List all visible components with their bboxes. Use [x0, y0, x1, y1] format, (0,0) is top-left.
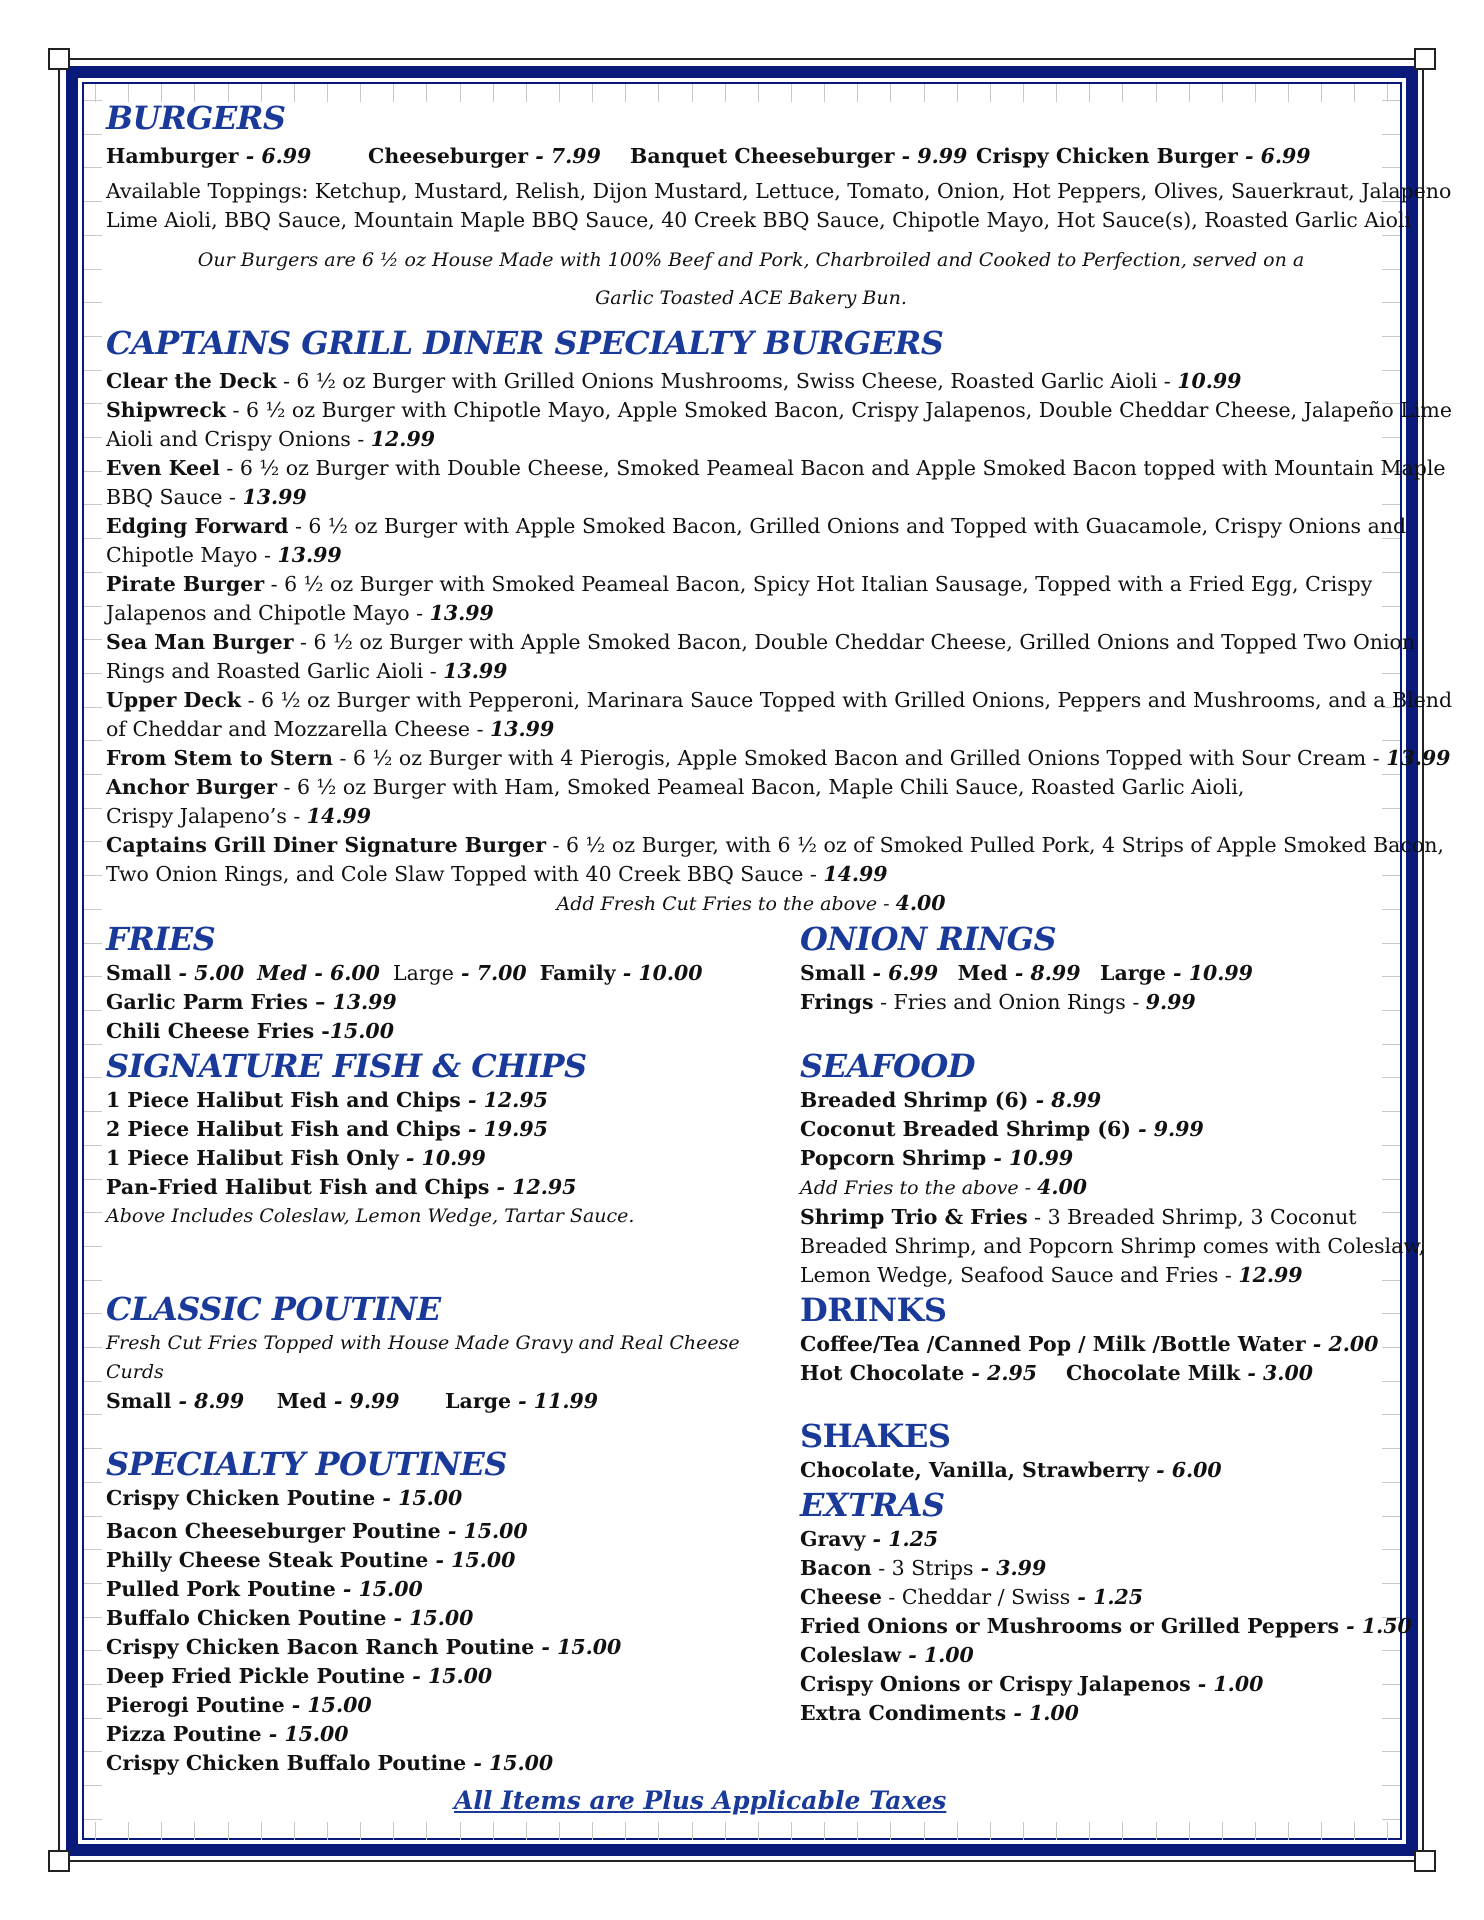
- menu-item: Bacon Cheeseburger Poutine - 15.00: [106, 1519, 528, 1543]
- corner-ornament: [48, 48, 70, 70]
- menu-item: Hamburger - 6.99: [106, 144, 312, 168]
- menu-item: Coconut Breaded Shrimp (6) - 9.99: [800, 1117, 1204, 1141]
- menu-item: Crispy Chicken Buffalo Poutine - 15.00: [106, 1751, 554, 1775]
- section-title-seafood: SEAFOOD: [800, 1047, 976, 1085]
- menu-content: [106, 98, 1453, 1815]
- menu-item: Banquet Cheeseburger - 9.99: [630, 144, 968, 168]
- toppings-text: Lime Aioli, BBQ Sauce, Mountain Maple BBQ Sauce, 40 Creek BBQ Sauce, Chipotle Mayo, Hot Sauce(s), Roasted Garlic Aioli: [106, 208, 1412, 232]
- section-title-drinks: DRINKS: [800, 1291, 947, 1329]
- onion-ring-sizes: Small - 6.99 Med - 8.99 Large - 10.99: [800, 961, 1253, 985]
- seafood-addon-note: Add Fries to the above - 4.00: [800, 1175, 1088, 1199]
- menu-item: Pierogi Poutine - 15.00: [106, 1693, 372, 1717]
- section-title-extras: EXTRAS: [800, 1486, 945, 1524]
- menu-item: Popcorn Shrimp - 10.99: [800, 1146, 1074, 1170]
- corner-ornament: [48, 1850, 70, 1872]
- menu-item: Shrimp Trio & Fries - 3 Breaded Shrimp, 3 Coconut: [800, 1205, 1357, 1229]
- menu-item: Breaded Shrimp (6) - 8.99: [800, 1088, 1102, 1112]
- tax-footer: All Items are Plus Applicable Taxes: [454, 1786, 947, 1815]
- right-column: [800, 919, 1425, 1778]
- section-title-classic-poutine: CLASSIC POUTINE: [106, 1290, 441, 1328]
- specialty-burger-item: Upper Deck - 6 ½ oz Burger with Pepperoni, Marinara Sauce Topped with Grilled Onions, Peppers and Mushrooms, and a Blend of Cheddar and Mozzarella Cheese - 13.99: [106, 688, 1453, 741]
- corner-ornament: [1414, 48, 1436, 70]
- menu-item: Chocolate, Vanilla, Strawberry - 6.00: [800, 1458, 1222, 1482]
- specialty-burger-item: Shipwreck - 6 ½ oz Burger with Chipotle Mayo, Apple Smoked Bacon, Crispy Jalapenos, Double Cheddar Cheese, Jalapeño Lime Aioli and Crispy Onions - 12.99: [106, 398, 1452, 451]
- menu-item: Coffee/Tea /Canned Pop / Milk /Bottle Water - 2.00: [800, 1332, 1379, 1356]
- menu-item: Crispy Onions or Crispy Jalapenos - 1.00: [800, 1672, 1264, 1696]
- toppings-text: Available Toppings: Ketchup, Mustard, Relish, Dijon Mustard, Lettuce, Tomato, Onion, Hot Peppers, Olives, Sauerkraut, Jalapeno: [106, 179, 1452, 203]
- specialty-burger-item: From Stem to Stern - 6 ½ oz Burger with 4 Pierogis, Apple Smoked Bacon and Grilled Onions Topped with Sour Cream - 13.99: [106, 746, 1451, 770]
- burger-price-row: [106, 142, 1396, 171]
- menu-item: Philly Cheese Steak Poutine - 15.00: [106, 1548, 516, 1572]
- fries-sizes: Small - 5.00 Med - 6.00 Large - 7.00 Family - 10.00: [106, 961, 703, 985]
- border-ticks: [84, 100, 102, 1820]
- menu-item: Crispy Chicken Bacon Ranch Poutine - 15.00: [106, 1635, 622, 1659]
- menu-item: Frings - Fries and Onion Rings - 9.99: [800, 990, 1196, 1014]
- section-title-onion-rings: ONION RINGS: [800, 920, 1057, 958]
- menu-item-desc: Breaded Shrimp, and Popcorn Shrimp comes with Coleslaw,: [800, 1234, 1425, 1258]
- section-title-fries: FRIES: [106, 920, 216, 958]
- menu-item: Pulled Pork Poutine - 15.00: [106, 1577, 423, 1601]
- extras-list: [800, 1525, 1412, 1728]
- section-title-specialty-poutines: SPECIALTY POUTINES: [106, 1445, 507, 1483]
- menu-item: Gravy - 1.25: [800, 1527, 939, 1551]
- menu-item: Coleslaw - 1.00: [800, 1643, 974, 1667]
- specialty-burger-item: Pirate Burger - 6 ½ oz Burger with Smoked Peameal Bacon, Spicy Hot Italian Sausage, Topped with a Fried Egg, Crispy Jalapenos and Chipotle Mayo - 13.99: [106, 572, 1373, 625]
- menu-item: Cheese - Cheddar / Swiss - 1.25: [800, 1585, 1143, 1609]
- menu-item: Crispy Chicken Burger - 6.99: [976, 144, 1311, 168]
- fries-addon-note: Add Fresh Cut Fries to the above - 4.00: [556, 891, 946, 915]
- menu-item: Chili Cheese Fries -15.00: [106, 1019, 394, 1043]
- section-title-shakes: SHAKES: [800, 1417, 951, 1455]
- menu-item: Garlic Parm Fries – 13.99: [106, 990, 397, 1014]
- poutine-sizes: Small - 8.99 Med - 9.99 Large - 11.99: [106, 1389, 598, 1413]
- specialty-burger-item: Captains Grill Diner Signature Burger - 6 ½ oz Burger, with 6 ½ oz of Smoked Pulled Pork, 4 Strips of Apple Smoked Bacon, Two Onion Rings, and Cole Slaw Topped with 40 Creek BBQ Sauce - 14.99: [106, 833, 1444, 886]
- specialty-burger-item: Edging Forward - 6 ½ oz Burger with Apple Smoked Bacon, Grilled Onions and Topped with Guacamole, Crispy Onions and Chipotle Mayo - 13.99: [106, 514, 1407, 567]
- burger-note: Garlic Toasted ACE Bakery Bun.: [595, 287, 907, 309]
- menu-item: Fried Onions or Mushrooms or Grilled Peppers - 1.50: [800, 1614, 1412, 1638]
- menu-item: 1 Piece Halibut Fish and Chips - 12.95: [106, 1088, 548, 1112]
- menu-item: Bacon - 3 Strips - 3.99: [800, 1556, 1047, 1580]
- menu-item: Cheeseburger - 7.99: [368, 144, 601, 168]
- specialty-poutine-list: [106, 1484, 800, 1778]
- section-title-burgers: BURGERS: [106, 99, 286, 137]
- specialty-burger-item: Sea Man Burger - 6 ½ oz Burger with Apple Smoked Bacon, Double Cheddar Cheese, Grilled Onions and Topped Two Onion Rings and Roasted Garlic Aioli - 13.99: [106, 630, 1416, 683]
- menu-item: Extra Condiments - 1.00: [800, 1701, 1079, 1725]
- section-title-specialty-burgers: CAPTAINS GRILL DINER SPECIALTY BURGERS: [106, 324, 944, 362]
- menu-item: Deep Fried Pickle Poutine - 15.00: [106, 1664, 493, 1688]
- border-ticks: [95, 1822, 1389, 1840]
- specialty-burger-item: Anchor Burger - 6 ½ oz Burger with Ham, Smoked Peameal Bacon, Maple Chili Sauce, Roasted Garlic Aioli, Crispy Jalapeno’s - 14.99: [106, 775, 1245, 828]
- section-title-fish-chips: SIGNATURE FISH & CHIPS: [106, 1047, 587, 1085]
- specialty-burger-item: Clear the Deck - 6 ½ oz Burger with Grilled Onions Mushrooms, Swiss Cheese, Roasted Garlic Aioli - 10.99: [106, 369, 1242, 393]
- menu-item: Buffalo Chicken Poutine - 15.00: [106, 1606, 474, 1630]
- corner-ornament: [1414, 1850, 1436, 1872]
- fish-list: [106, 1086, 800, 1202]
- menu-item: Pizza Poutine - 15.00: [106, 1722, 349, 1746]
- menu-item: Pan-Fried Halibut Fish and Chips - 12.95: [106, 1175, 577, 1199]
- specialty-burger-item: Even Keel - 6 ½ oz Burger with Double Cheese, Smoked Peameal Bacon and Apple Smoked Bacon topped with Mountain Maple BBQ Sauce - 13.99: [106, 456, 1446, 509]
- seafood-list: [800, 1086, 1396, 1173]
- menu-item-desc: Lemon Wedge, Seafood Sauce and Fries - 12.99: [800, 1263, 1303, 1287]
- menu-item: 1 Piece Halibut Fish Only - 10.99: [106, 1146, 486, 1170]
- menu-item: 2 Piece Halibut Fish and Chips - 19.95: [106, 1117, 548, 1141]
- poutine-note: Fresh Cut Fries Topped with House Made Gravy and Real Cheese Curds: [106, 1332, 740, 1383]
- left-column: [106, 919, 800, 1778]
- menu-item: Crispy Chicken Poutine - 15.00: [106, 1486, 463, 1510]
- specialty-burger-list: [106, 367, 1453, 889]
- two-column-area: [106, 919, 1425, 1778]
- menu-item: Hot Chocolate - 2.95 Chocolate Milk - 3.00: [800, 1361, 1313, 1385]
- burger-note: Our Burgers are 6 ½ oz House Made with 100% Beef and Pork, Charbroiled and Cooked to Perfection, served on a: [197, 249, 1305, 271]
- fish-note: Above Includes Coleslaw, Lemon Wedge, Tartar Sauce.: [106, 1205, 635, 1227]
